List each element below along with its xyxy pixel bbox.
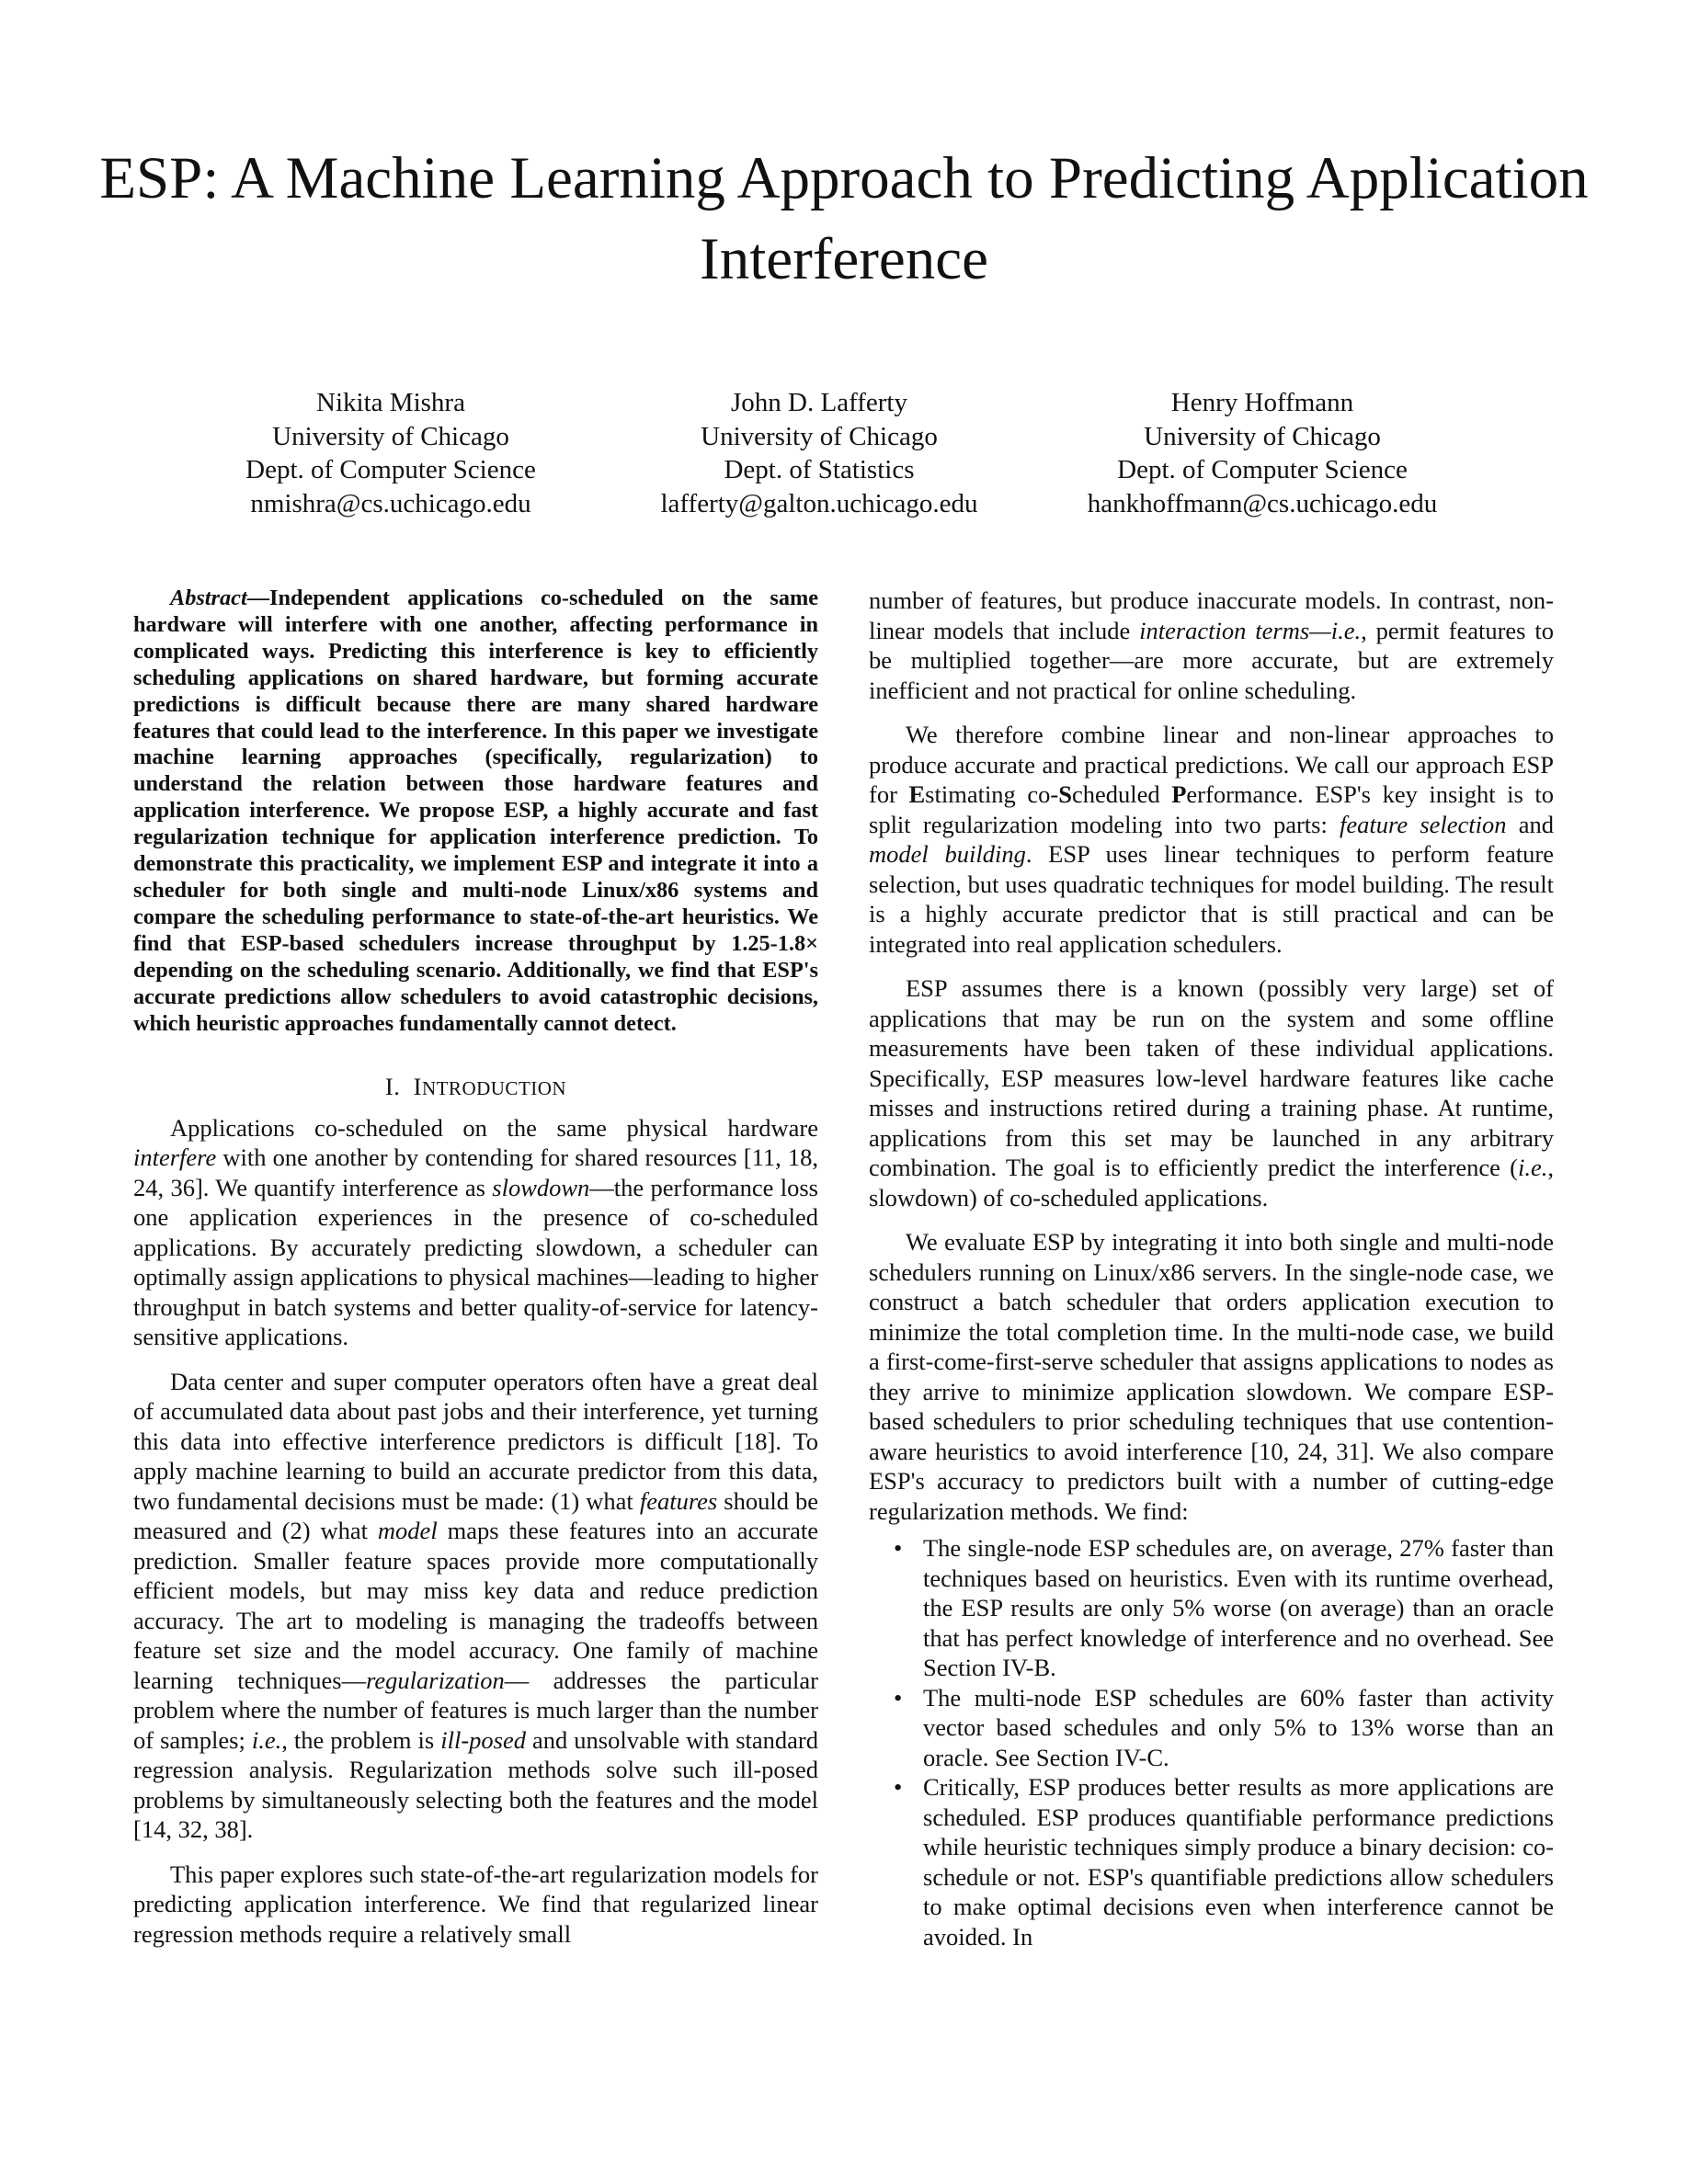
text-run: ESP assumes there is a known (possibly very large) set of applications that may be run on the system and some offline measurements have been taken of these individual applications. Specifically, ESP measures low-level hardware features like cache misses and instructions retired during a training phase. At runtime, applications from this set may be launched in any arbitrary combination. The goal is to efficiently predict the interference ( bbox=[869, 974, 1554, 1181]
bullet-icon: • bbox=[894, 1534, 903, 1562]
author-name: Nikita Mishra bbox=[316, 388, 465, 417]
abstract-body: —Independent applications co-scheduled on the same hardware will interfere with one another, affecting performance in complicated ways. Predicting this interference is key to efficiently scheduling applications on shared hardware, but forming accurate predictions is difficult because there are many shared hardware features that could lead to the interference. In this paper we investigate machine learning approaches (specifically, regularization) to understand the relation between those hardware features and application interference. We propose ESP, a highly accurate and fast regularization technique for application interference prediction. To demonstrate this practicality, we implement ESP and integrate it into a scheduler for both single and multi-node Linux/x86 systems and compare the scheduling performance to state-of-the-art heuristics. We find that ESP-based schedulers increase throughput by 1.25-1.8× depending on the scheduling scenario. Additionally, we find that ESP's accurate predictions allow schedulers to avoid catastrophic decisions, which heuristic approaches fundamentally cannot detect. bbox=[133, 586, 818, 1036]
emphasis: model bbox=[377, 1517, 438, 1545]
section-title-rest: NTRODUCTION bbox=[421, 1077, 567, 1100]
paper-title: ESP: A Machine Learning Approach to Predicting Application Interference bbox=[99, 145, 1589, 292]
abstract bbox=[133, 586, 818, 1037]
list-item-text: The multi-node ESP schedules are 60% faster than activity vector based schedules and only 5% to 13% worse than an oracle. See Section IV-C. bbox=[923, 1683, 1554, 1771]
author-affiliation: University of Chicago bbox=[272, 421, 509, 451]
text-run: , permit features to be multiplied together—are more accurate, but are extremely inefficient and not practical for online scheduling. bbox=[869, 616, 1554, 704]
right-column bbox=[869, 586, 1554, 1951]
findings-list bbox=[869, 1533, 1554, 1951]
list-item bbox=[869, 1683, 1554, 1773]
author-2 bbox=[580, 386, 1058, 520]
section-title-initial: I bbox=[413, 1073, 422, 1101]
author-affiliation: University of Chicago bbox=[1144, 421, 1381, 451]
author-email: hankhoffmann@cs.uchicago.edu bbox=[1087, 488, 1438, 518]
text-run: , slowdown) of co-scheduled applications. bbox=[869, 1154, 1554, 1211]
emphasis: feature selection bbox=[1340, 810, 1507, 838]
author-email: nmishra@cs.uchicago.edu bbox=[250, 488, 531, 518]
esp-overview-paragraph bbox=[869, 720, 1554, 959]
intro-paragraph-1 bbox=[133, 1113, 818, 1352]
text-run: and unsolvable with standard regression analysis. Regularization methods solve such ill-posed problems by simultaneously selecting both the features and the model [14, 32, 38]. bbox=[133, 1725, 818, 1844]
left-column bbox=[133, 586, 818, 1963]
bold-letter: P bbox=[1171, 780, 1187, 808]
section-heading-introduction bbox=[133, 1072, 818, 1104]
text-run: erformance. ESP's key insight is to split regularization modeling into two parts: bbox=[869, 780, 1554, 838]
author-email: lafferty@galton.uchicago.edu bbox=[660, 488, 978, 518]
text-run: should be measured and (2) what bbox=[133, 1486, 818, 1545]
author-1 bbox=[152, 386, 630, 520]
bold-letter: E bbox=[908, 780, 926, 808]
list-item-text: The single-node ESP schedules are, on average, 27% faster than techniques based on heuristics. Even with its runtime overhead, the ESP results are only 5% worse (on average) than an oracle that has perfect knowledge of interference and no overhead. See Section IV-B. bbox=[923, 1534, 1554, 1681]
author-department: Dept. of Computer Science bbox=[1117, 455, 1408, 484]
emphasis: ill-posed bbox=[440, 1725, 526, 1754]
bold-letter: S bbox=[1058, 780, 1072, 808]
list-item bbox=[869, 1533, 1554, 1683]
author-block bbox=[0, 386, 1688, 533]
text-run: Data center and super computer operators often have a great deal of accumulated data about past jobs and their interference, yet turning this data into effective interference predictors is difficult [18]. To apply machine learning to build an accurate predictor from this data, two fundamental decisions must be made: (1) what bbox=[133, 1367, 818, 1515]
paragraph-continued bbox=[869, 586, 1554, 705]
author-department: Dept. of Computer Science bbox=[245, 455, 536, 484]
text-run: . ESP uses linear techniques to perform feature selection, but uses quadratic techniques for model building. The result is a highly accurate predictor that is still practical and can be integrated into real application schedulers. bbox=[869, 840, 1554, 958]
emphasis: interfere bbox=[133, 1143, 217, 1172]
section-number: I. bbox=[384, 1073, 401, 1101]
abstract-lead: Abstract bbox=[170, 586, 247, 610]
author-name: Henry Hoffmann bbox=[1170, 388, 1354, 417]
author-3 bbox=[1023, 386, 1501, 520]
intro-paragraph-3: This paper explores such state-of-the-art regularization models for predicting application interference. We find that regularized linear regression methods require a relatively small bbox=[133, 1860, 818, 1948]
list-item-text: Critically, ESP produces better results as more applications are scheduled. ESP produces quantifiable performance predictions while heuristic techniques simply produce a binary decision: co-schedule or not. ESP's quantifiable predictions allow schedulers to make optimal decisions even when interference cannot be avoided. In bbox=[923, 1773, 1554, 1951]
text-run: , the problem is bbox=[281, 1725, 441, 1754]
text-run: maps these features into an accurate prediction. Smaller feature spaces provide more computationally efficient models, but may miss key data and reduce prediction accuracy. The art to modeling is managing the tradeoffs between feature set size and the model accuracy. One family of machine learning techniques— bbox=[133, 1517, 818, 1694]
bullet-icon: • bbox=[894, 1683, 903, 1712]
text-run: with one another by contending for shared resources [11, 18, 24, 36]. We quantify interference as bbox=[133, 1143, 818, 1201]
text-run: stimating co- bbox=[925, 780, 1059, 808]
emphasis: i.e. bbox=[1518, 1154, 1548, 1181]
text-run: — addresses the particular problem where the number of features is much larger than the number of samples; bbox=[133, 1666, 818, 1754]
text-run: Applications co-scheduled on the same physical hardware bbox=[170, 1113, 818, 1142]
evaluation-paragraph: We evaluate ESP by integrating it into both single and multi-node schedulers running on Linux/x86 servers. In the single-node case, we construct a batch scheduler that orders application execution to minimize the total completion time. In the multi-node case, we build a first-come-first-serve scheduler that assigns applications to nodes as they arrive to minimize application slowdown. We compare ESP-based schedulers to prior scheduling techniques that use contention-aware heuristics to avoid interference [10, 24, 31]. We also compare ESP's accuracy to predictors built with a number of cutting-edge regularization methods. We find: bbox=[869, 1228, 1554, 1525]
emphasis: model building bbox=[869, 840, 1026, 868]
emphasis: slowdown bbox=[492, 1173, 590, 1201]
emphasis: features bbox=[639, 1486, 718, 1515]
author-department: Dept. of Statistics bbox=[724, 455, 915, 484]
text-run: —the performance loss one application experiences in the presence of co-scheduled applications. By accurately predicting slowdown, a scheduler can optimally assign applications to physical machines—leading to higher throughput in batch systems and better quality-of-service for latency-sensitive applications. bbox=[133, 1173, 818, 1351]
emphasis: regularization bbox=[366, 1666, 505, 1694]
emphasis: interaction terms—i.e. bbox=[1139, 616, 1362, 644]
text-run: and bbox=[1506, 810, 1555, 838]
text-run: cheduled bbox=[1071, 780, 1172, 808]
bullet-icon: • bbox=[894, 1773, 903, 1801]
esp-assumptions-paragraph bbox=[869, 973, 1554, 1212]
intro-paragraph-2 bbox=[133, 1367, 818, 1845]
emphasis: i.e. bbox=[251, 1725, 282, 1754]
author-affiliation: University of Chicago bbox=[701, 421, 938, 451]
text-run: We therefore combine linear and non-linear approaches to produce accurate and practical predictions. We call our approach ESP for bbox=[869, 721, 1554, 808]
list-item bbox=[869, 1772, 1554, 1951]
text-run: number of features, but produce inaccurate models. In contrast, non-linear models that include bbox=[869, 586, 1554, 644]
author-name: John D. Lafferty bbox=[731, 388, 907, 417]
